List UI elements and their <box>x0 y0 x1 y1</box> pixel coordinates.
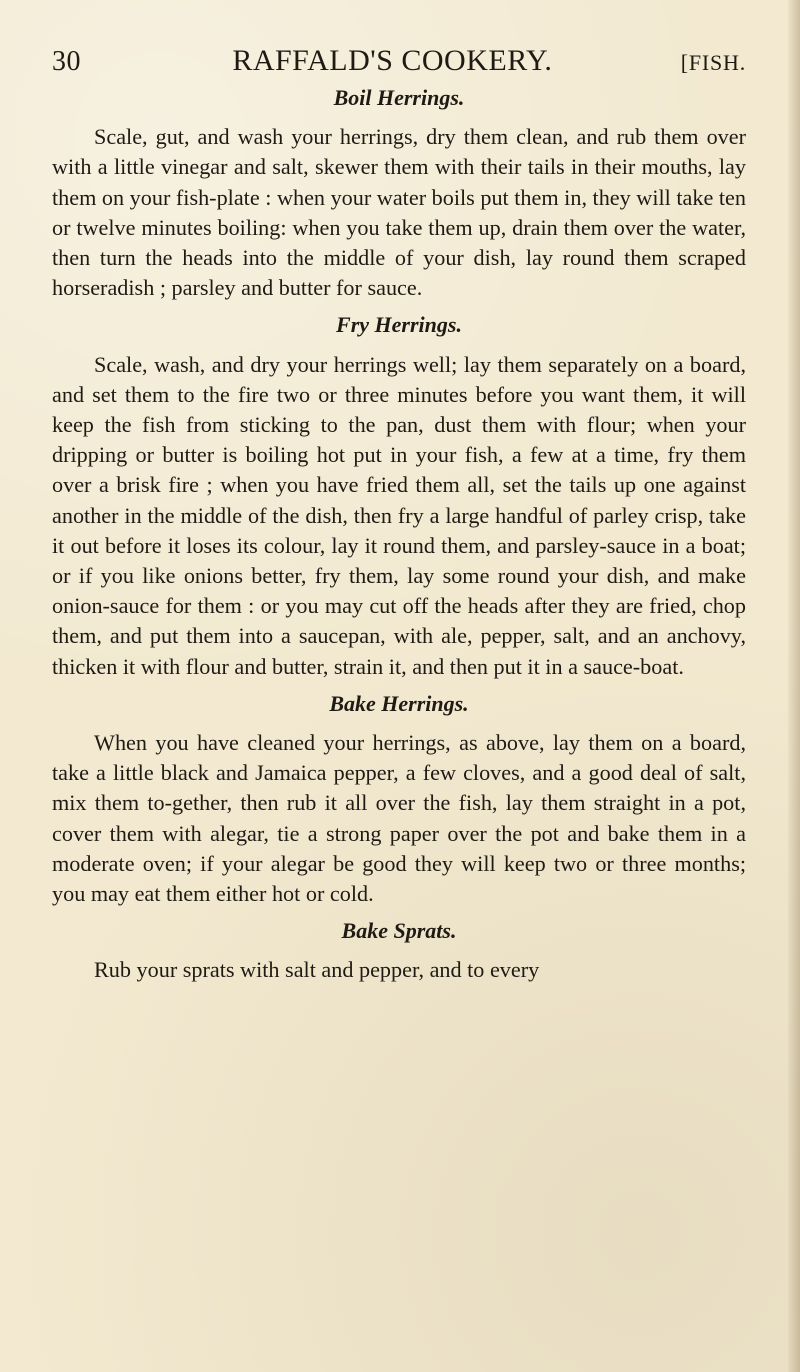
recipe-bake-sprats <box>52 919 746 985</box>
section-label: [FISH. <box>680 50 746 75</box>
page-header <box>52 46 746 76</box>
running-title: RAFFALD'S COOKERY. <box>232 44 553 77</box>
recipe-text-bake-herrings: When you have cleaned your herrings, as above, lay them on a board, take a little black and Jamaica pepper, a few cloves, and a good deal of salt, mix them to-gether, then rub it all over the fish, lay them straight in a pot, cover them with alegar, tie a strong paper over the pot and bake them in a moderate oven; if your alegar be good they will keep two or three months; you may eat them either hot or cold. <box>52 730 746 907</box>
page-number: 30 <box>52 46 81 77</box>
recipe-title-boil-herrings: Boil Herrings. <box>333 85 465 110</box>
recipe-title-bake-sprats: Bake Sprats. <box>341 918 457 944</box>
recipe-title-fry-herrings: Fry Herrings. <box>336 312 462 338</box>
recipe-text-bake-sprats: Rub your sprats with salt and pepper, and to every <box>94 957 540 983</box>
recipe-text-fry-herrings: Scale, wash, and dry your herrings well; lay them separately on a board, and set them to the fire two or three minutes before you want them, it will keep the fish from sticking to the pan, dust them with flour; when your dripping or butter is boiling hot put in your fish, a few at a time, fry them over a brisk fire ; when you have fried them all, set the tails up one against another in the middle of the dish, then fry a large handful of parley crisp, take it out before it loses its colour, lay it round them, and parsley-sauce in a boat; or if you like onions better, fry them, lay some round your dish, and make onion-sauce for them : or you may cut off the heads after they are fried, chop them, and put them into a saucepan, with ale, pepper, salt, and an anchovy, thicken it with flour and butter, strain it, and then put it in a sauce-boat. <box>52 351 746 679</box>
recipe-bake-herrings <box>52 692 746 909</box>
recipe-boil-herrings <box>52 86 746 303</box>
recipe-text-boil-herrings: Scale, gut, and wash your herrings, dry them clean, and rub them over with a little vinegar and salt, skewer them with their tails in their mouths, lay them on your fish-plate : when your water boils put them in, they will take ten or twelve minutes boiling: when you take them up, drain them over the water, then turn the heads into the middle of your dish, lay round them scraped horseradish ; parsley and butter for sauce. <box>52 124 746 301</box>
recipe-title-bake-herrings: Bake Herrings. <box>329 690 469 716</box>
recipe-fry-herrings <box>52 313 746 681</box>
